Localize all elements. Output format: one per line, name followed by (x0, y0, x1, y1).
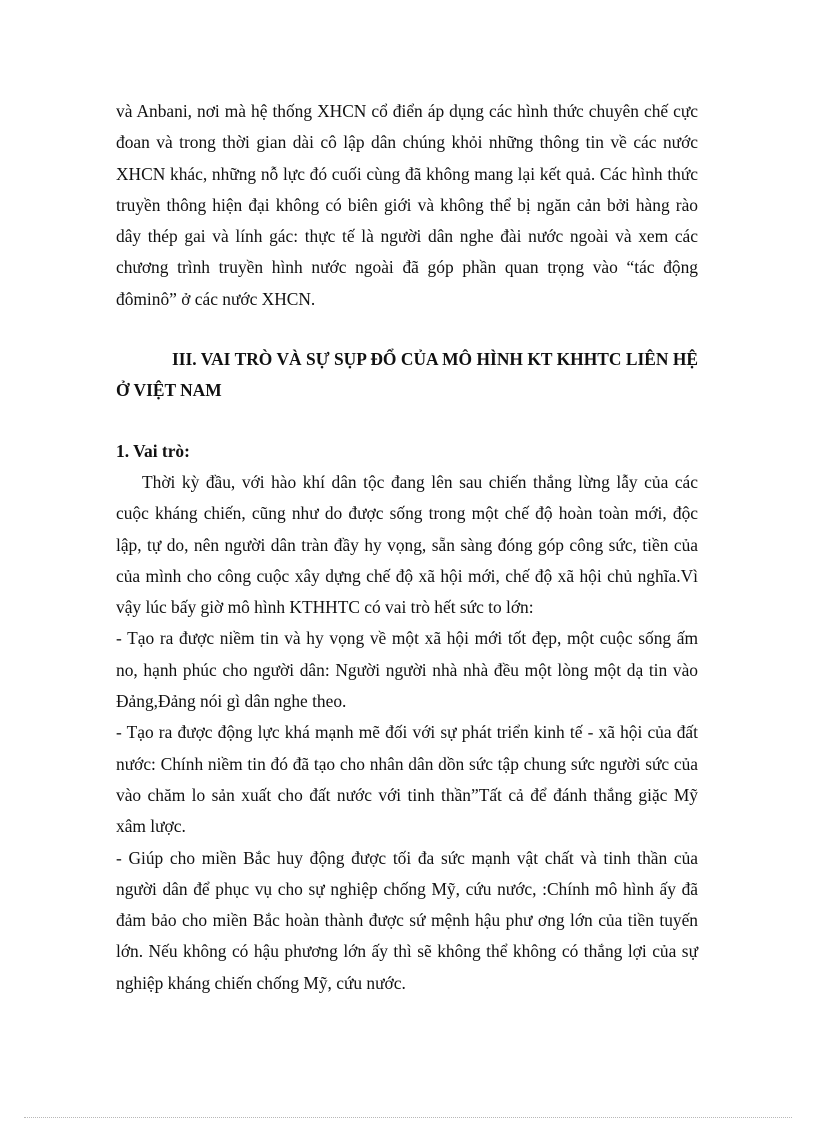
section-heading: III. VAI TRÒ VÀ SỰ SỤP ĐỔ CỦA MÔ HÌNH KT KHHTC LIÊN HỆ Ở VIỆT NAM (116, 349, 698, 401)
intro-paragraph: và Anbani, nơi mà hệ thống XHCN cổ điển áp dụng các hình thức chuyên chế cực đoan và trong thời gian dài cô lập dân chúng khỏi những thông tin về các nước XHCN khác, những nỗ lực đó cuối cùng đã không mang lại kết quả. Các hình thức truyền thông hiện đại không có biên giới và không thể bị ngăn cản bởi hàng rào dây thép gai và lính gác: thực tế là người dân nghe đài nước ngoài và xem các chương trình truyền hình nước ngoài đã góp phần quan trọng vào “tác động đôminô” ở các nước XHCN. (116, 101, 698, 309)
footer-divider (24, 1117, 792, 1118)
subsection-heading: 1. Vai trò: (116, 440, 190, 461)
body-paragraph: Thời kỳ đầu, với hào khí dân tộc đang lên sau chiến thắng lừng lẫy của các cuộc kháng chiến, cũng như do được sống trong một chế độ hoàn toàn mới, độc lập, tự do, nên người dân tràn đầy hy vọng, sẵn sàng đóng góp công sức, tiền của của mình cho công cuộc xây dựng chế độ xã hội mới, chế độ xã hội chủ nghĩa.Vì vậy lúc bấy giờ mô hình KTHHTC có vai trò hết sức to lớn: (116, 471, 698, 618)
page-content (116, 96, 698, 999)
spacer (116, 407, 698, 436)
spacer (116, 315, 698, 344)
bullet-paragraph-1: - Tạo ra được niềm tin và hy vọng về một xã hội mới tốt đẹp, một cuộc sống ấm no, hạnh phúc cho người dân: Người người nhà nhà đều một lòng một dạ tin vào Đảng,Đảng nói gì dân nghe theo. (116, 628, 698, 712)
bullet-paragraph-2: - Tạo ra được động lực khá mạnh mẽ đối với sự phát triển kinh tế - xã hội của đất nước: Chính niềm tin đó đã tạo cho nhân dân dồn sức tập chung sức người sức của vào chăm lo sản xuất cho đất nước với tinh thần”Tất cả để đánh thắng giặc Mỹ xâm lược. (116, 722, 698, 837)
bullet-paragraph-3: - Giúp cho miền Bắc huy động được tối đa sức mạnh vật chất và tinh thần của người dân để phục vụ cho sự nghiệp chống Mỹ, cứu nước, :Chính mô hình ấy đã đảm bảo cho miền Bắc hoàn thành được sứ mệnh hậu phư ơng lớn của tiền tuyến lớn. Nếu không có hậu phương lớn ấy thì sẽ không thể không có thắng lợi của sự nghiệp kháng chiến chống Mỹ, cứu nước. (116, 847, 698, 993)
